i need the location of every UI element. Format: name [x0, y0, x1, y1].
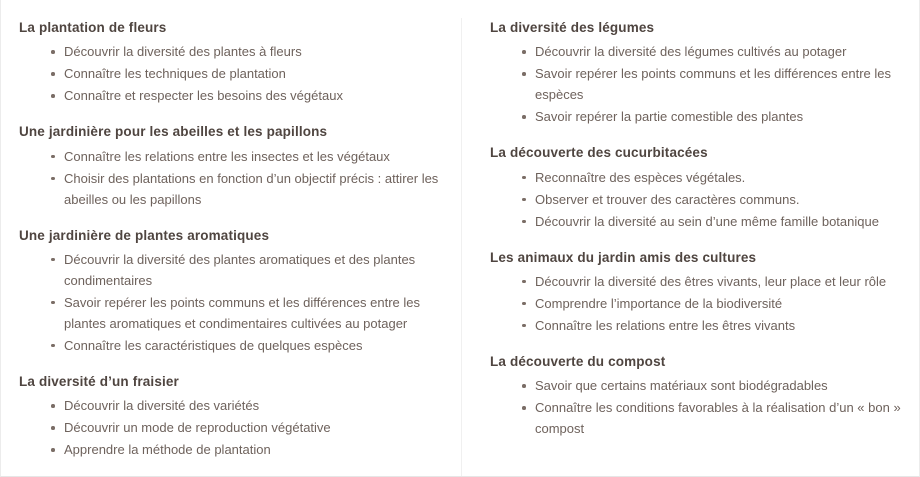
objective-section — [19, 122, 439, 209]
objective-list — [490, 271, 901, 336]
objective-list-item: Connaître et respecter les besoins des végétaux — [50, 85, 439, 106]
objective-list-item: Connaître les caractéristiques de quelques espèces — [50, 335, 439, 356]
objective-list — [490, 41, 901, 127]
objective-list-item: Connaître les techniques de plantation — [50, 63, 439, 84]
objective-section — [19, 372, 439, 460]
objective-list-item: Connaître les conditions favorables à la réalisation d’un « bon » compost — [521, 397, 901, 439]
objectives-column-right — [461, 18, 920, 476]
objective-list — [19, 41, 439, 106]
section-heading: Les animaux du jardin amis des cultures — [490, 249, 757, 265]
objective-list — [490, 375, 901, 439]
objective-list — [490, 167, 901, 232]
objective-section — [490, 352, 901, 439]
objective-list — [19, 249, 439, 356]
objective-list-item: Connaître les relations entre les insectes et les végétaux — [50, 146, 439, 167]
objective-list-item: Découvrir la diversité des plantes aromatiques et des plantes condimentaires — [50, 249, 439, 291]
objective-section — [19, 226, 439, 356]
objective-list-item: Connaître les relations entre les êtres vivants — [521, 315, 901, 336]
objective-section — [490, 143, 901, 231]
objective-section — [19, 18, 439, 106]
objective-list-item: Savoir repérer les points communs et les différences entre les plantes aromatiques et condimentaires cultivées au potager — [50, 292, 439, 334]
objective-list-item: Découvrir la diversité des plantes à fleurs — [50, 41, 439, 62]
objective-list — [19, 395, 439, 460]
objectives-column-left — [1, 18, 461, 476]
section-heading: Une jardinière de plantes aromatiques — [19, 227, 270, 243]
section-heading: La plantation de fleurs — [19, 20, 167, 35]
section-heading: Une jardinière pour les abeilles et les papillons — [19, 124, 328, 140]
objective-list-item: Découvrir la diversité des êtres vivants, leur place et leur rôle — [521, 271, 901, 292]
section-heading: La découverte des cucurbitacées — [490, 145, 708, 161]
objective-list-item: Découvrir la diversité au sein d’une même famille botanique — [521, 211, 901, 232]
section-heading: La diversité d’un fraisier — [19, 373, 179, 389]
objective-list-item: Savoir repérer les points communs et les différences entre les espèces — [521, 63, 901, 105]
objective-list-item: Apprendre la méthode de plantation — [50, 439, 439, 460]
objective-section — [490, 18, 901, 127]
objective-list-item: Découvrir un mode de reproduction végétative — [50, 417, 439, 438]
objective-list-item: Découvrir la diversité des légumes cultivés au potager — [521, 41, 901, 62]
objective-list-item: Savoir que certains matériaux sont biodégradables — [521, 375, 901, 396]
objective-list — [19, 146, 439, 210]
objective-list-item: Découvrir la diversité des variétés — [50, 395, 439, 416]
objective-list-item: Observer et trouver des caractères communs. — [521, 189, 901, 210]
objective-list-item: Choisir des plantations en fonction d’un objectif précis : attirer les abeilles ou les papillons — [50, 168, 439, 210]
objective-section — [490, 248, 901, 336]
objective-list-item: Savoir repérer la partie comestible des plantes — [521, 106, 901, 127]
section-heading: La découverte du compost — [490, 353, 666, 369]
objective-list-item: Comprendre l’importance de la biodiversité — [521, 293, 901, 314]
section-heading: La diversité des légumes — [490, 20, 655, 35]
objective-list-item: Reconnaître des espèces végétales. — [521, 167, 901, 188]
